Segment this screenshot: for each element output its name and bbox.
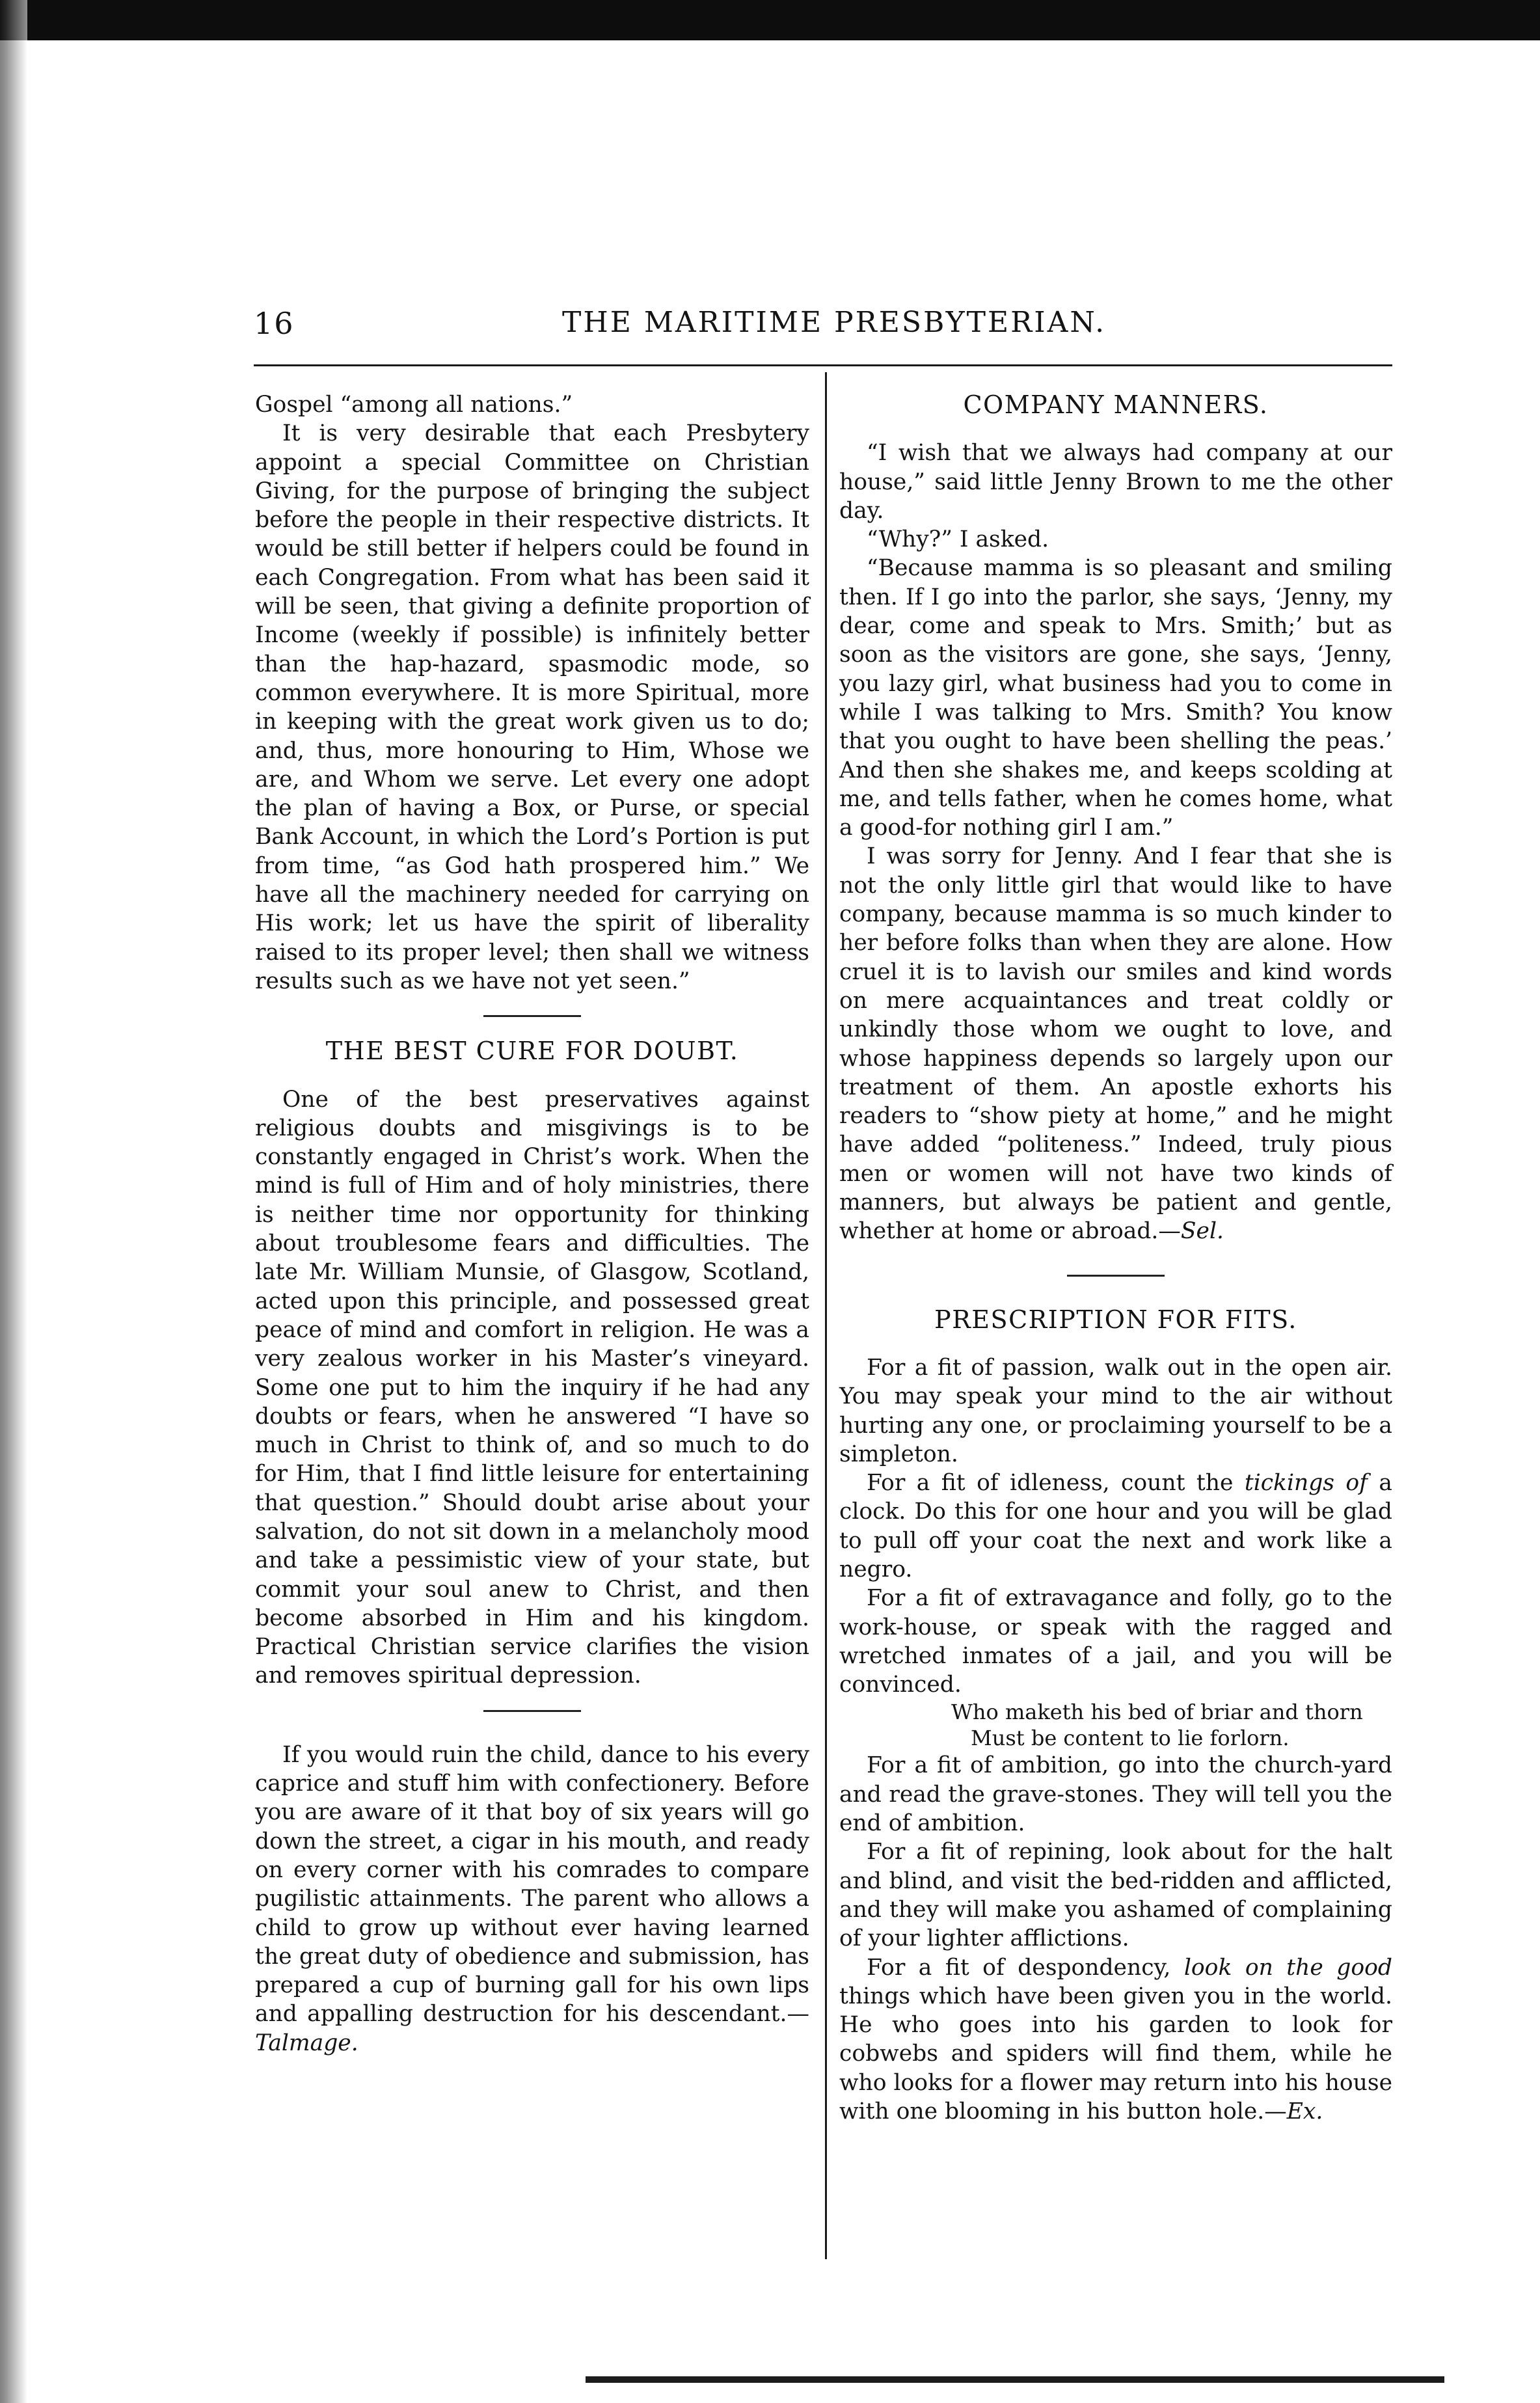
paragraph-text: If you would ruin the child, dance to his every caprice and stuff him with confectionery. Before you are aware of it that boy of six years will go down the street, a cigar in his mouth, and ready on every corner with his comrades to compare pugilistic attainments. The parent who allows a child to grow up without ever having learned the great duty of obedience and submission, has prepared a cup of burning gall for his own lips and appalling destruction for his descendant.— [255,1741,809,2028]
paragraph-text: For a fit of despondency, [867,1954,1184,1981]
gospel-continuation: Gospel “among all nations.” [255,392,573,418]
article-paragraph: One of the best preservatives against religious doubts and misgivings is to be constantly engaged in Christ’s work. When the mind is full of Him and of holy ministries, there is neither time nor opportunity for thinking about troublesome fears and difficulties. The late Mr. William Munsie, of Glasgow, Scotland, acted upon this principle, and possessed great peace of mind and comfort in religion. He was a very zealous worker in his Master’s vineyard. Some one put to him the inquiry if he had any doubts or fears, when he answered “I have so much in Christ to think of, and so much to do for Him, that I find little leisure for entertaining that question.” Should doubt arise about your salvation, do not sit down in a melancholy mood and take a pessimistic view of your state, but commit your soul anew to Christ, and then become absorbed in Him and his kingdom. Practical Christian service clarifies the vision and removes spiritual depression. [255,1086,809,1689]
page-top-border [0,0,1540,40]
author-signature: Talmage. [255,2030,358,2056]
best-cure-article [255,1037,809,1690]
gospel-section [255,390,809,996]
author-signature: Sel. [1180,1218,1224,1245]
page-header [254,306,1392,358]
article-paragraph [839,1953,1392,2126]
prescription-article [839,1305,1392,2126]
article-paragraph [839,842,1392,1245]
emphasis-text: tickings of [1244,1470,1368,1497]
company-manners-article [839,390,1392,1246]
page-number: 16 [254,306,295,341]
journal-title: THE MARITIME PRESBYTERIAN. [562,306,1107,339]
christian-giving-paragraph: It is very desirable that each Presbytery appoint a special Committee on Christian Giving, for the purpose of bringing the subject before the people in their respective districts. It would be still better if helpers could be found in each Congregation. From what has been said it will be seen, that giving a definite proportion of Income (weekly if possible) is infinitely better than the hap-hazard, spasmodic mode, so common everywhere. It is more Spiritual, more in keeping with the great work given us to do; and, thus, more honouring to Him, Whose we are, and Whom we serve. Let every one adopt the plan of having a Box, or Purse, or special Bank Account, in which the Lord’s Portion is put from time, “as God hath prospered him.” We have all the machinery needed for carrying on His work; let us have the spirit of liberality raised to its proper level; then shall we witness results such as we have not yet seen.” [255,420,809,994]
article-paragraph: “I wish that we always had company at our house,” said little Jenny Brown to me the other day. [839,440,1392,524]
article-paragraph: For a fit of repining, look about for the halt and blind, and visit the bed-ridden and afflicted, and they will make you ashamed of complaining of your lighter afflictions. [839,1839,1392,1952]
left-column [255,390,809,2057]
ruin-child-article [255,1741,809,2057]
paragraph-text: things which have been given you in the world. He who goes into his garden to look for cobwebs and spiders will find them, while he who looks for a flower may return into his house with one blooming in his button hole.— [839,1983,1392,2125]
article-heading: THE BEST CURE FOR DOUBT. [325,1037,739,1066]
article-heading: COMPANY MANNERS. [963,390,1269,419]
article-paragraph: For a fit of passion, walk out in the open air. You may speak your mind to the air without hurting any one, or proclaiming yourself to be a simpleton. [839,1354,1392,1467]
verse-line: Who maketh his bed of briar and thorn [951,1700,1363,1725]
header-rule [254,364,1392,366]
right-column [839,390,1392,2126]
article-paragraph [255,1741,809,2057]
article-paragraph [839,1469,1392,1584]
article-paragraph: For a fit of extravagance and folly, go to the work-house, or speak with the ragged and wretched inmates of a jail, and you will be convinced. [839,1585,1392,1698]
verse-quote [839,1699,1392,1751]
paragraph-text: I was sorry for Jenny. And I fear that she is not the only little girl that would like to have company, because mamma is so much kinder to her before folks than when they are alone. How cruel it is to lavish our smiles and kind words on mere acquaintances and treat coldly or unkindly those whom we ought to love, and whose happiness depends so largely upon our treatment of them. An apostle exhorts his readers to “show piety at home,” and he might have added “politeness.” Indeed, truly pious men or women will not have two kinds of manners, but always be patient and gentle, whether at home or abroad.— [839,843,1392,1245]
article-paragraph: “Why?” I asked. [867,526,1049,553]
emphasis-text: look on the good [1183,1954,1392,1981]
author-signature: Ex. [1286,2098,1323,2125]
page-bottom-mark [586,2376,1444,2383]
verse-line: Must be content to lie forlorn. [971,1726,1290,1751]
article-paragraph: For a fit of ambition, go into the church-yard and read the grave-stones. They will tell you the end of ambition. [839,1752,1392,1837]
paragraph-text: a clock. Do this for one hour and you will be glad to pull off your coat the next and work like a negro. [839,1470,1392,1582]
page-binding-edge [0,0,27,2403]
column-divider [825,372,827,2259]
article-heading: PRESCRIPTION FOR FITS. [934,1305,1297,1334]
paragraph-text: For a fit of idleness, count the [867,1470,1245,1497]
article-paragraph: “Because mamma is so pleasant and smiling then. If I go into the parlor, she says, ‘Jenny, my dear, come and speak to Mrs. Smith;’ but as soon as the visitors are gone, she says, ‘Jenny, you lazy girl, what business had you to come in while I was talking to Mrs. Smith? You know that you ought to have been shelling the peas.’ And then she shakes me, and keeps scolding at me, and tells father, when he comes home, what a good-for nothing girl I am.” [839,555,1392,841]
